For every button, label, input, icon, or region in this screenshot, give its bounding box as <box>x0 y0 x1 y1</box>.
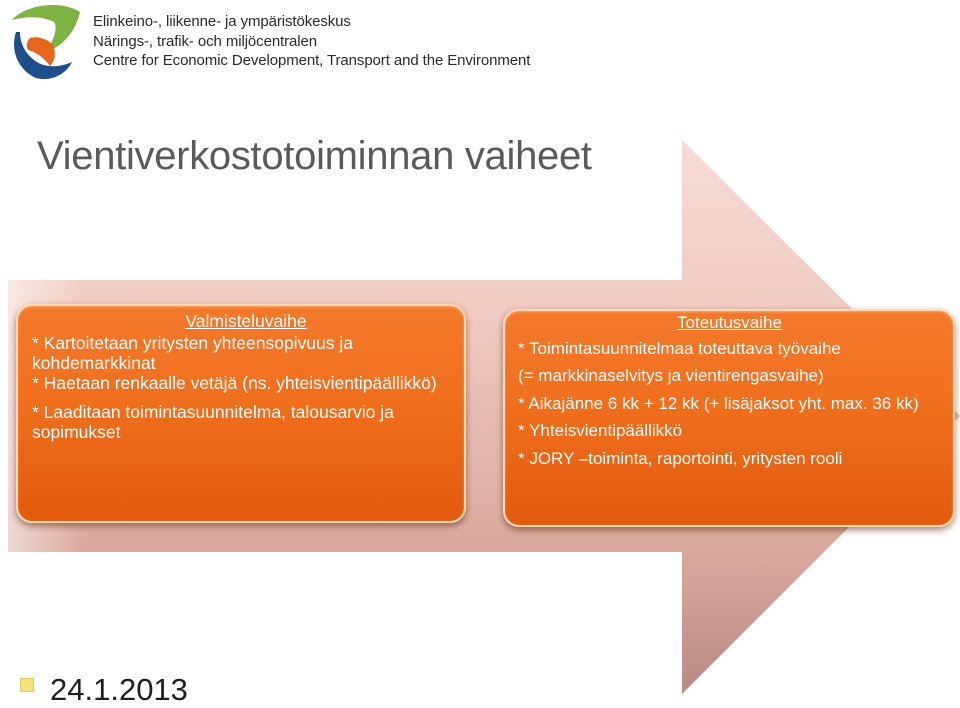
org-name-english: Centre for Economic Development, Transport and the Environment <box>93 52 531 69</box>
phase-item: (= markkinaselvitys ja vientirengasvaihe) <box>518 366 824 385</box>
phase-item: * JORY –toiminta, raportointi, yritysten rooli <box>518 448 843 468</box>
org-name-finnish: Elinkeino-, liikenne- ja ympäristökeskus <box>93 13 351 30</box>
bullet-square-icon <box>20 678 34 692</box>
phase-title-implementation: Toteutusvaihe <box>677 313 782 332</box>
phase-item: * Yhteisvientipäällikkö <box>518 421 683 440</box>
phase-item: * Haetaan renkaalle vetäjä (ns. yhteisvientipäällikkö) <box>32 373 437 393</box>
phase-item: * Toimintasuunnitelmaa toteuttava työvaihe <box>518 338 841 358</box>
phase-item: * Aikajänne 6 kk + 12 kk (+ lisäjaksot yht. max. 36 kk) <box>518 393 919 413</box>
footer-date: 24.1.2013 <box>50 672 188 707</box>
slide-title: Vientiverkostotoiminnan vaiheet <box>37 134 592 178</box>
phase-box-implementation <box>503 309 955 527</box>
phase-title-preparation: Valmisteluvaihe <box>185 311 307 331</box>
org-name-swedish: Närings-, trafik- och miljöcentralen <box>93 32 317 50</box>
phase-box-preparation <box>16 304 466 523</box>
phase-item: * Laaditaan toimintasuunnitelma, talousarvio ja sopimukset <box>32 402 394 442</box>
phase-item: * Kartoitetaan yritysten yhteensopivuus ja kohdemarkkinat <box>32 333 354 373</box>
